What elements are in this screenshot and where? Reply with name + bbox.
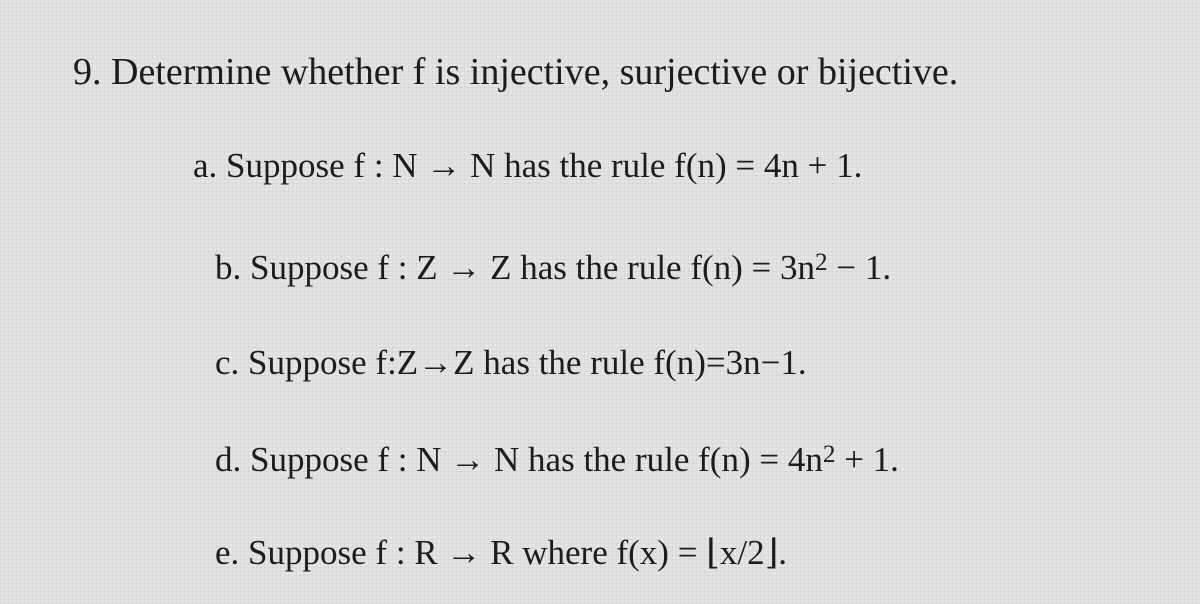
item-label: e.	[215, 533, 240, 572]
subquestion-c	[215, 345, 807, 380]
item-text: Suppose f : N → N has the rule f(n) = 4n + 1.	[217, 146, 863, 185]
subquestion-b	[215, 250, 891, 285]
item-label: b.	[215, 248, 242, 287]
item-text: Suppose f : R → R where f(x) = ⌊x/2⌋.	[239, 533, 787, 572]
exponent: 2	[822, 441, 836, 469]
item-text: Suppose f : Z → Z has the rule f(n) = 3n	[241, 248, 816, 287]
item-text: Suppose f : N → N has the rule f(n) = 4n	[241, 440, 823, 479]
item-label: a.	[193, 146, 218, 185]
question-title: 9. Determine whether f is injective, surjective or bijective.	[73, 51, 959, 93]
item-label: c.	[215, 343, 240, 382]
item-text-tail: + 1.	[835, 440, 899, 479]
subquestion-a	[193, 148, 862, 183]
item-text-tail: − 1.	[827, 248, 892, 287]
subquestion-e	[215, 535, 787, 570]
subquestion-d	[215, 442, 899, 477]
exponent: 2	[815, 249, 828, 277]
item-text: Suppose f:Z→Z has the rule f(n)=3n−1.	[239, 343, 807, 382]
item-label: d.	[215, 440, 242, 479]
